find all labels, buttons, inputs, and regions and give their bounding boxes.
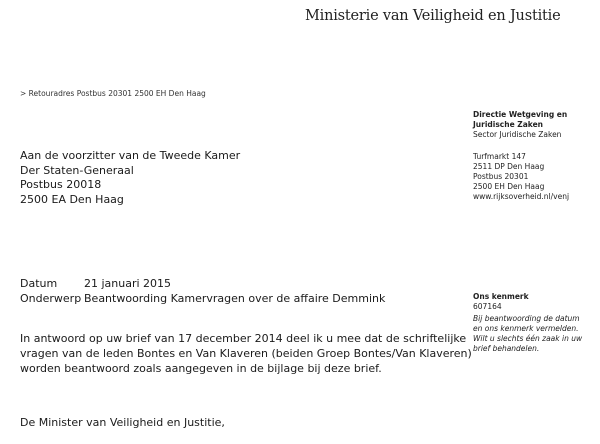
- date-row: [20, 276, 385, 291]
- sender-address-line: 2500 EH Den Haag: [473, 182, 545, 191]
- body-line: vragen van de leden Bontes en Van Klaveren (beiden Groep Bontes/Van Klaveren): [20, 347, 472, 360]
- date-label: Datum: [20, 277, 58, 290]
- department-name: Juridische Zaken: [473, 120, 543, 129]
- addressee-line: Aan de voorzitter van de Tweede Kamer: [20, 149, 241, 162]
- return-address: > Retouradres Postbus 20301 2500 EH Den Haag: [20, 89, 206, 98]
- letter-meta: [20, 276, 385, 306]
- addressee-line: Postbus 20018: [20, 178, 102, 191]
- date-value: 21 januari 2015: [84, 277, 172, 290]
- subject-value: Beantwoording Kamervragen over de affaire Demmink: [84, 292, 386, 305]
- reference-note-line: en ons kenmerk vermelden.: [473, 324, 579, 333]
- letter-body: [20, 331, 472, 376]
- addressee-line: 2500 EA Den Haag: [20, 192, 124, 206]
- subject-label: Onderwerp: [20, 292, 82, 305]
- reference-note-line: Wilt u slechts één zaak in uw: [473, 334, 583, 343]
- reference-value: 607164: [473, 302, 502, 311]
- sender-address-line: Turfmarkt 147: [473, 152, 526, 161]
- sender-address-line: Postbus 20301: [473, 172, 529, 181]
- addressee-line: Der Staten-Generaal: [20, 163, 134, 177]
- reference-note-line: Bij beantwoording de datum: [473, 314, 580, 323]
- sender-block: [473, 110, 598, 202]
- closing-line: De Minister van Veiligheid en Justitie,: [20, 416, 225, 429]
- reference-label: Ons kenmerk: [473, 292, 529, 301]
- subject-row: [20, 291, 385, 306]
- department-name: Directie Wetgeving en: [473, 110, 568, 119]
- reference-block: [473, 292, 529, 312]
- body-line: worden beantwoord zoals aangegeven in de bijlage bij deze brief.: [20, 362, 382, 375]
- department-sector: Sector Juridische Zaken: [473, 130, 562, 139]
- body-line: In antwoord op uw brief van 17 december 2014 deel ik u mee dat de schriftelijke: [20, 332, 467, 345]
- ministry-header: Ministerie van Veiligheid en Justitie: [305, 8, 561, 24]
- sender-website: www.rijksoverheid.nl/venj: [473, 192, 570, 201]
- sender-address-line: 2511 DP Den Haag: [473, 162, 545, 171]
- reference-note: [473, 314, 582, 354]
- reference-note-line: brief behandelen.: [473, 344, 540, 353]
- addressee-block: [20, 149, 240, 207]
